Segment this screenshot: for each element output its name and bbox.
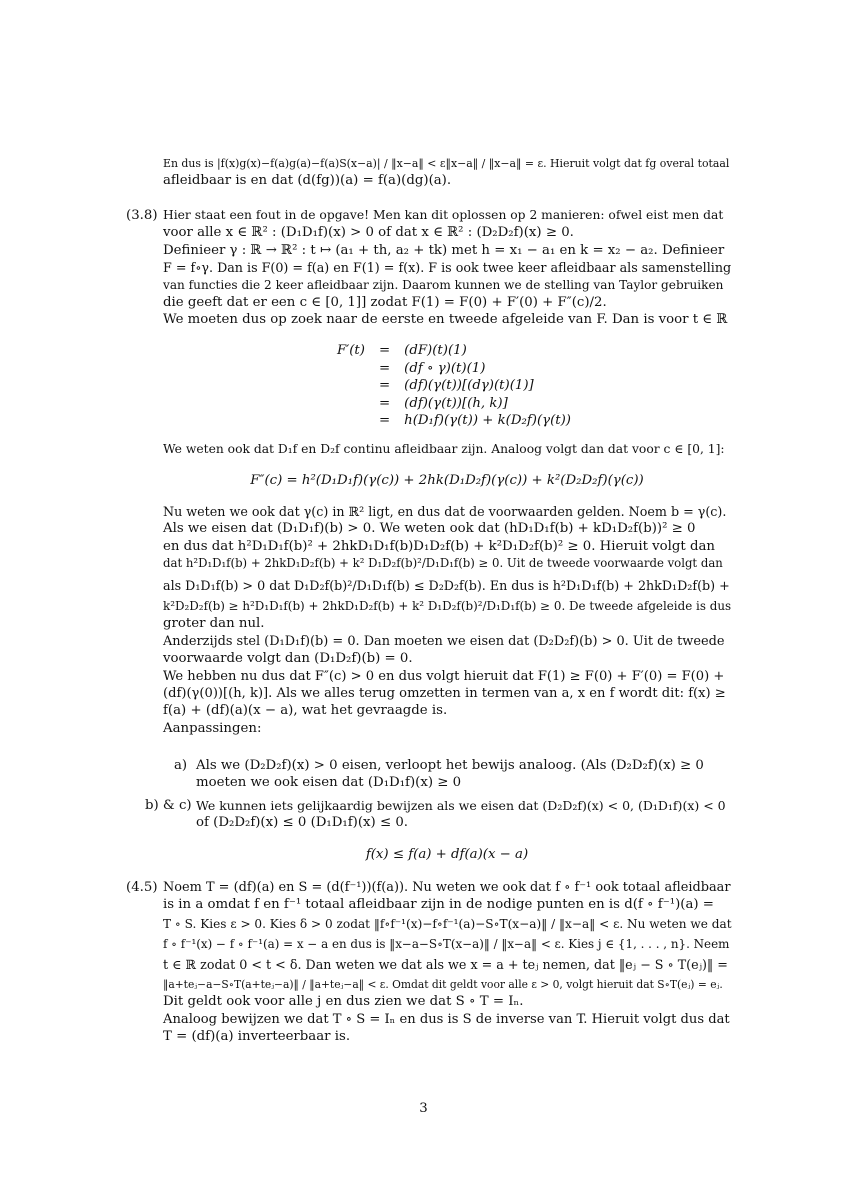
item-bc-label: b) & c) bbox=[145, 798, 192, 813]
text-line: en dus dat h²D₁D₁f(b)² + 2hkD₁D₁f(b)D₁D₂f(b) + k²D₁D₂f(b)² ≥ 0. Hieruit volgt dan bbox=[163, 538, 715, 554]
page-number: 3 bbox=[419, 1101, 428, 1116]
text-line: We moeten dus op zoek naar de eerste en tweede afgeleide van F. Dan is voor t ∈ ℝ bbox=[163, 312, 728, 328]
text-line: k²D₂D₂f(b) ≥ h²D₁D₁f(b) + 2hkD₁D₂f(b) + k² D₁D₂f(b)²/D₁D₁f(b) ≥ 0. De tweede afgeleide is dus bbox=[163, 599, 732, 614]
text-line: We weten ook dat D₁f en D₂f continu afleidbaar zijn. Analoog volgt dan dat voor c ∈ [0, 1]: bbox=[163, 442, 725, 456]
text-line: We hebben nu dus dat F″(c) > 0 en dus volgt hieruit dat F(1) ≥ F(0) + F′(0) = F(0) + bbox=[163, 668, 725, 684]
eq-relation: = bbox=[378, 395, 391, 411]
text-line: Hier staat een fout in de opgave! Men kan dit oplossen op 2 manieren: ofwel eist men dat bbox=[163, 208, 724, 222]
section-label-3-8: (3.8) bbox=[126, 208, 158, 223]
conclusion-equation: f(x) ≤ f(a) + df(a)(x − a) bbox=[365, 847, 529, 862]
text-line: of (D₂D₂f)(x) ≤ 0 (D₁D₁f)(x) ≤ 0. bbox=[196, 815, 409, 831]
text-line: t ∈ ℝ zodat 0 < t < δ. Dan weten we dat als we x = a + teⱼ nemen, dat ‖eⱼ − S ∘ T(eⱼ)‖ = bbox=[163, 956, 728, 972]
text-line: Anderzijds stel (D₁D₁f)(b) = 0. Dan moeten we eisen dat (D₂D₂f)(b) > 0. Uit de tweede bbox=[163, 633, 725, 649]
text-line: groter dan nul. bbox=[163, 616, 265, 632]
eq-row: (df)(γ(t))[(dγ)(t)(1)] bbox=[404, 378, 534, 394]
eq-relation: = bbox=[378, 378, 391, 394]
text-line: dat h²D₁D₁f(b) + 2hkD₁D₂f(b) + k² D₁D₂f(b)²/D₁D₁f(b) ≥ 0. Uit de tweede voorwaarde volgt dan bbox=[163, 556, 723, 571]
section-label-4-5: (4.5) bbox=[126, 880, 158, 895]
eq-row: h(D₁f)(γ(t)) + k(D₂f)(γ(t)) bbox=[404, 413, 571, 429]
text-line: van functies die 2 keer afleidbaar zijn. Daarom kunnen we de stelling van Taylor gebruiken bbox=[163, 277, 724, 292]
text-line: voor alle x ∈ ℝ² : (D₁D₁f)(x) > 0 of dat x ∈ ℝ² : (D₂D₂f)(x) ≥ 0. bbox=[163, 225, 574, 241]
eq-row: (df)(γ(t))[(h, k)] bbox=[404, 395, 508, 411]
section-3-8-intro bbox=[163, 207, 731, 329]
derivative-equation-array bbox=[333, 342, 575, 430]
text-line: (df)(γ(0))[(h, k)]. Als we alles terug omzetten in termen van a, x en f wordt dit: f(x) ≥ bbox=[163, 686, 726, 702]
text-line: Dit geldt ook voor alle j en dus zien we dat S ∘ T = Iₙ. bbox=[163, 994, 524, 1010]
section-4-5-body bbox=[163, 879, 731, 1046]
text-line: voorwaarde volgt dan (D₁D₂f)(b) = 0. bbox=[163, 651, 413, 667]
text-line: T = (df)(a) inverteerbaar is. bbox=[163, 1029, 351, 1045]
eq-row: (dF)(t)(1) bbox=[404, 343, 467, 358]
item-bc-text bbox=[196, 797, 731, 832]
text-line: We kunnen iets gelijkaardig bewijzen als we eisen dat (D₂D₂f)(x) < 0, (D₁D₁f)(x) < 0 bbox=[196, 798, 726, 813]
text-line: Definieer γ : ℝ → ℝ² : t ↦ (a₁ + th, a₂ + tk) met h = x₁ − a₁ en k = x₂ − a₂. Definieer bbox=[163, 242, 725, 258]
eq-relation: = bbox=[378, 360, 391, 376]
text-line: afleidbaar is en dat (d(fg))(a) = f(a)(dg)(a). bbox=[163, 173, 452, 189]
eq-row: (df ∘ γ)(t)(1) bbox=[404, 360, 486, 376]
second-derivative-equation: F″(c) = h²(D₁D₁f)(γ(c)) + 2hk(D₁D₂f)(γ(c)) + k²(D₂D₂f)(γ(c)) bbox=[250, 473, 644, 488]
text-line: is in a omdat f en f⁻¹ totaal afleidbaar zijn in de nodige punten en is d(f ∘ f⁻¹)(a) = bbox=[163, 897, 714, 913]
after-equation-text bbox=[163, 441, 731, 458]
eq-relation: = bbox=[378, 413, 391, 429]
text-line: Als we eisen dat (D₁D₁f)(b) > 0. We weten ook dat (hD₁D₁f(b) + kD₁D₂f(b))² ≥ 0 bbox=[163, 521, 696, 537]
text-line: f ∘ f⁻¹(x) − f ∘ f⁻¹(a) = x − a en dus is ‖x−a−S∘T(x−a)‖ / ‖x−a‖ < ε. Kies j ∈ {1, . . . , n}. Neem bbox=[163, 937, 730, 952]
text-line: Analoog bewijzen we dat T ∘ S = Iₙ en dus is S de inverse van T. Hieruit volgt dus dat bbox=[163, 1011, 730, 1027]
eq-relation: = bbox=[378, 343, 391, 358]
text-line: ‖a+teⱼ−a−S∘T(a+teⱼ−a)‖ / ‖a+teⱼ−a‖ < ε. Omdat dit geldt voor alle ε > 0, volgt hieruit dat S∘T(eⱼ) = eⱼ. bbox=[163, 978, 723, 992]
text-line: Noem T = (df)(a) en S = (d(f⁻¹))(f(a)). Nu weten we ook dat f ∘ f⁻¹ ook totaal afleidbaar bbox=[163, 880, 731, 895]
item-a-text bbox=[196, 757, 731, 792]
text-line: Als we (D₂D₂f)(x) > 0 eisen, verloopt het bewijs analoog. (Als (D₂D₂f)(x) ≥ 0 bbox=[196, 758, 704, 773]
item-a-label: a) bbox=[174, 758, 188, 773]
eq-lhs: F′(t) bbox=[337, 343, 365, 358]
section-3-8-body bbox=[163, 503, 731, 737]
text-line: moeten we ook eisen dat (D₁D₁f)(x) ≥ 0 bbox=[196, 775, 462, 791]
text-line: Aanpassingen: bbox=[163, 720, 262, 736]
text-line: die geeft dat er een c ∈ [0, 1]] zodat F(1) = F(0) + F′(0) + F″(c)/2. bbox=[163, 295, 607, 311]
text-line: En dus is |f(x)g(x)−f(a)g(a)−f(a)S(x−a)| / ‖x−a‖ < ε‖x−a‖ / ‖x−a‖ = ε. Hieruit volgt dat fg overal totaal bbox=[163, 157, 730, 170]
intro-paragraph bbox=[163, 155, 731, 190]
text-line: Nu weten we ook dat γ(c) in ℝ² ligt, en dus dat de voorwaarden gelden. Noem b = γ(c). bbox=[163, 504, 727, 519]
text-line: f(a) + (df)(a)(x − a), wat het gevraagde is. bbox=[163, 703, 448, 719]
text-line: F = f∘γ. Dan is F(0) = f(a) en F(1) = f(x). F is ook twee keer afleidbaar als samenstelling bbox=[163, 260, 732, 276]
text-line: als D₁D₁f(b) > 0 dat D₁D₂f(b)²/D₁D₁f(b) ≤ D₂D₂f(b). En dus is h²D₁D₁f(b) + 2hkD₁D₂f(b) + bbox=[163, 577, 730, 593]
text-line: T ∘ S. Kies ε > 0. Kies δ > 0 zodat ‖f∘f⁻¹(x)−f∘f⁻¹(a)−S∘T(x−a)‖ / ‖x−a‖ < ε. Nu weten we dat bbox=[163, 916, 732, 931]
